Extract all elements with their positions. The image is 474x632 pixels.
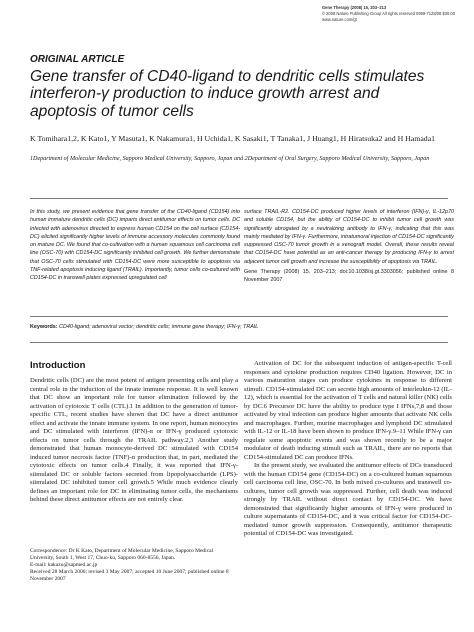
journal-url[interactable]: www.nature.com/gt [322,17,357,22]
correspondence [30,548,236,583]
abstract-right-column [244,208,454,285]
keywords-rule [30,342,448,343]
body-left-column [30,377,238,505]
keywords-label: Keywords: [30,324,58,330]
intro-paragraph-3: In the present study, we evaluated the antitumor effects of DCs transduced with the human CD154 gene (CD154-DC) on a co-cultured human squamous cell carcinoma cell line, OSC-70. In both mixed co-cultures and transwell co-cultures, tumor cell growth was suppressed. Further, cell death was induced strongly by TRAIL without direct contact by CD154-DC. We have demonstrated that significantly higher amounts of IFN-γ were produced in culture supernatants of CD154-DC, and it was critical factor for CD154-DC-mediated tumor growth suppression. Consequently, antitumor therapeutic potential of CD154-DC was investigated. [244,462,452,537]
journal-copyright: © 2008 Nature Publishing Group All rights reserved 0969-7128/08 $30.00 [322,11,455,16]
abstract-text-left: In this study, we present evidence that gene transfer of the CD40-ligand (CD154) into human immature dendritic cells (DC) imparts direct antitumor effects on tumor cells. DC infected with adenovirus directed to express human CD154 on the cell surface (CD154-DC) elicited significantly higher levels of immune accessory molecules commonly found on mature DC. We found that co-cultivation with a human squamous cell carcinoma cell line (OSC-70) with CD154-DC significantly inhibited cell growth. We further demonstrate that OSC-70 cells stimulated with CD154-DC were more susceptible to apoptosis via TNF-related apoptosis inducing ligand (TRAIL). Importantly, tumor cells co-cultured with CD154-DC in transwell plates expressed upregulated cell [30,209,240,282]
journal-citation: Gene Therapy (2008) 15, 203–213 [322,5,387,10]
keywords [30,324,450,330]
abstract-text-right: surface TRAIL-R2. CD154-DC produced higher levels of interferon (IFN)-γ, IL-12p70 and soluble CD154, but the ability of CD154-DC to inhibit tumor cell growth was significantly abrogated by a neutralizing antibody to IFN-γ, indicating that this was mainly mediated by IFN-γ. Furthermore, intratumoral injection of CD154-DC significantly suppressed OSC-70 tumor growth in a xenograft model. Overall, these results reveal that CD154-DC have potential as an anti-cancer therapy by producing IFN-γ to arrest adjacent tumor cell growth and increase the susceptibility of apoptosis via TRAIL. [244,209,454,265]
correspondence-email[interactable]: E-mail: kakazu@sapmed.ac.jp [30,562,98,568]
abstract-left-column [30,208,240,283]
abstract-top-rule [30,198,448,199]
author-list: K Tomihara1,2, K Kato1, Y Masuta1, K Nakamura1, H Uchida1, K Sasaki1, T Tanaka1, J Huang1, H Hiratsuka2 and H Hamada1 [30,134,436,143]
body-right-column [244,360,452,539]
journal-header [322,5,468,23]
intro-paragraph-1: Dendritic cells (DC) are the most potent of antigen presenting cells and play a central role in the induction of the innate immune response. It is well known that DC show an important role for tumor elimination followed by the activation of cytotoxic T cells (CTL).1 In addition to the generation of tumor-specific CTL, recent studies have shown that DC have a direct antitumor effect and activate the innate immune system. In one report, human monocytes and DC stimulated with interferon (IFN)-α or IFN-γ produced cytotoxic effects on tumor cells through the TRAIL pathway.2,3 Another study demonstrated that human monocyte-derived DC stimulated with CD154 induced tumor necrosis factor (TNF)-α production that, in part, mediated the cytotoxic effects on tumor cells.4 Finally, it was reported that IFN-γ-stimulated DC or soluble factors secreted from lipopolysaccharide (LPS)-stimulated DC inhibited tumor cell growth.5 While much evidence clearly defines an important role for DC in eliminating tumor cells, the mechanisms behind these direct antitumor effects are not entirely clear. [30,377,238,503]
abstract-bottom-rule [30,316,448,317]
article-title: Gene transfer of CD40-ligand to dendritic cells stimulates interferon-γ production to induce growth arrest and apoptosis of tumor cells [30,68,425,120]
affiliations: 1Department of Molecular Medicine, Sapporo Medical University, Sapporo, Japan and 2Department of Oral Surgery, Sapporo Medical University, Sapporo, Japan [30,156,430,162]
correspondence-address: Correspondence: Dr K Kato, Department of Molecular Medicine, Sapporo Medical University, South 1, West 17, Chuo-ku, Sapporo 060-8556, Japan. [30,548,214,561]
keywords-text: CD40-ligand; adenoviral vector; dendritic cells; immune gene therapy; IFN-γ; TRAIL [59,324,259,330]
received-dates: Received 28 March 2006; revised 3 May 2007; accepted 10 June 2007; published online 8 November 2007 [30,569,229,582]
abstract-citation: Gene Therapy (2008) 15, 203–213; doi:10.1038/sj.gt.3303056; published online 8 November 2007 [244,269,454,284]
introduction-heading: Introduction [30,360,86,371]
section-label: ORIGINAL ARTICLE [30,54,125,65]
intro-paragraph-2: Activation of DC for the subsequent induction of antigen-specific T-cell responses and cytokine production requires CD40 ligation. However, DC in various maturation stages can produce cytokines in response to different stimuli. CD154-stimulated DC can secrete high amounts of interleukin-12 (IL-12), which is essential for the activation of T cells and natural killer (NK) cells by DC.6 Precursor DC have the ability to produce type I IFNs,7,8 and those activated by viral infection can produce higher amounts that activate NK cells and macrophages. Further, murine macrophages and lymphoid DC stimulated with IL-12 or IL-18 have been shown to produce IFN-γ.9–11 While IFN-γ can regulate some apoptotic events and was shown recently to be a major modulator of death inducing stimuli such as TRAIL, there are no reports that CD154-stimulated DC can produce IFNs. [244,360,452,461]
